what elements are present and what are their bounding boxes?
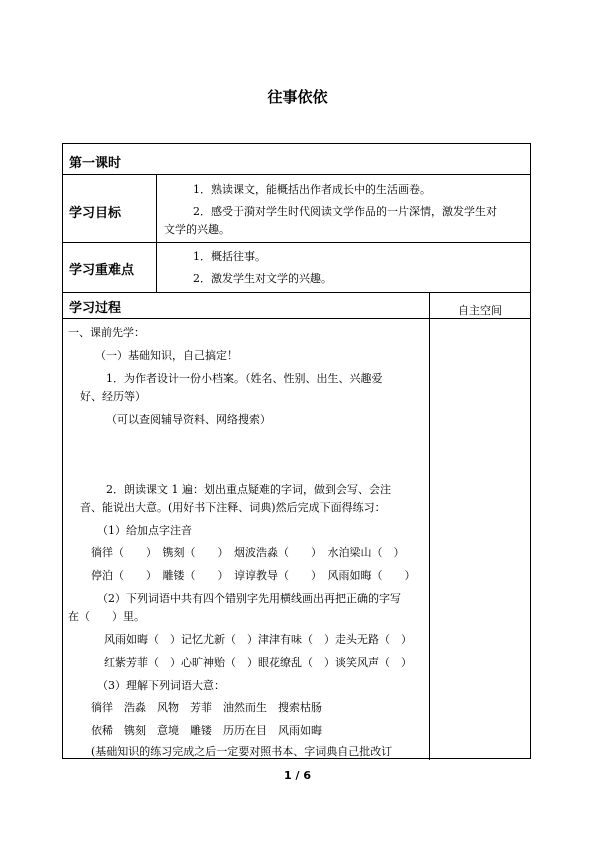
row-divider — [63, 174, 530, 175]
row-divider — [63, 242, 530, 243]
process-line: （可以查阅辅导资料、网络搜索） — [106, 413, 271, 426]
process-line: 一、课前先学： — [68, 326, 145, 339]
goals-label: 学习目标 — [69, 206, 122, 221]
keypoint-line: 2．激发学生对文学的兴趣。 — [193, 272, 332, 285]
exercise-row: 停泊（ ） 雕镂（ ） 谆谆教导（ ） 风雨如晦（ ） — [91, 569, 416, 582]
page-title: 往事依依 — [267, 88, 328, 106]
row-divider — [63, 292, 530, 293]
goal-line: 1．熟读课文，能概括出作者成长中的生活画卷。 — [193, 183, 431, 196]
keypoint-line: 1．概括往事。 — [193, 250, 266, 263]
process-line: 在（ ）里。 — [68, 610, 145, 623]
row-divider — [63, 318, 530, 319]
vocab-row: 依稀 镌刻 意境 雕镂 历历在目 风雨如晦 — [91, 724, 322, 737]
process-line: （1）给加点字注音 — [97, 524, 192, 537]
goal-line: 2．感受于漪对学生时代阅读文学作品的一片深情，激发学生对 — [193, 205, 497, 218]
exercise-row: 风雨如晦（ ）记忆尤新（ ）津津有味（ ）走头无路（ ） — [104, 633, 412, 646]
process-line: 1．为作者设计一份小档案。（姓名、性别、出生、兴趣爱 — [106, 372, 383, 385]
keypoints-label: 学习重难点 — [69, 263, 135, 278]
process-line: （2）下列词语中共有四个错别字先用横线画出再把正确的字写 — [97, 592, 401, 605]
process-line: （3）理解下列词语大意： — [97, 679, 225, 692]
process-line: (基础知识的练习完成之后一定要对照书本、字词典自己批改订 — [91, 745, 393, 758]
process-line: 好、经历等） — [80, 390, 146, 403]
process-label: 学习过程 — [69, 301, 122, 316]
lesson-table — [62, 143, 531, 759]
column-divider — [156, 174, 157, 292]
process-line: 音、能说出大意。(用好书下注释、词典)然后完成下面得练习： — [80, 501, 386, 514]
column-divider — [429, 292, 430, 760]
process-line: 2．朗读课文 1 遍：划出重点疑难的字词，做到会写、会注 — [106, 483, 391, 496]
vocab-row: 徜徉 浩淼 风物 芳菲 油然而生 搜索枯肠 — [91, 701, 322, 714]
exercise-row: 徜徉（ ） 镌刻（ ） 烟波浩淼（ ） 水泊梁山（ ） — [91, 546, 405, 559]
self-study-space-label: 自主空间 — [458, 304, 502, 317]
process-line: （一）基础知识，自己搞定！ — [95, 349, 238, 362]
section-heading: 第一课时 — [69, 156, 122, 171]
page-number: 1 / 6 — [284, 769, 311, 782]
goal-line: 文学的兴趣。 — [164, 223, 230, 236]
exercise-row: 红紫芳菲（ ）心旷神贻（ ）眼花缭乱（ ）谈笑风声（ ） — [104, 656, 412, 669]
